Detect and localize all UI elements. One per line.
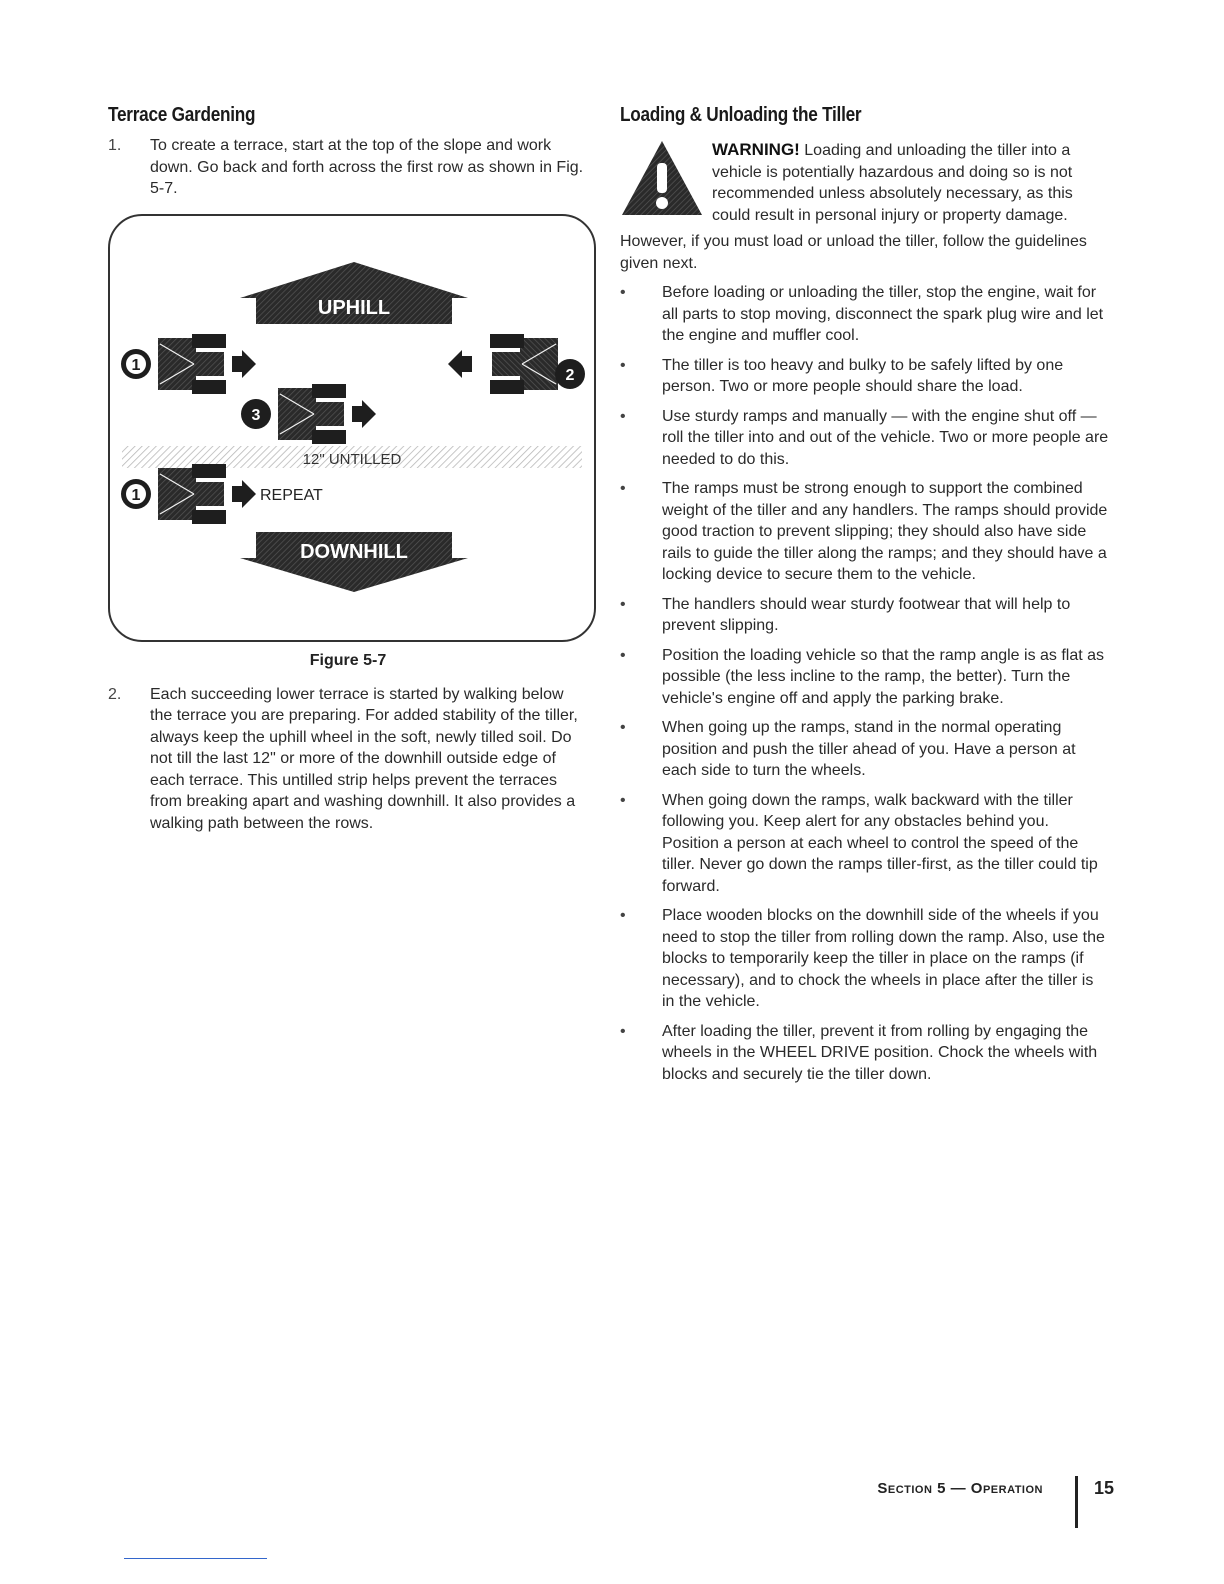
list-item-1 — [108, 135, 588, 200]
warning-triangle-icon — [620, 139, 704, 217]
bullet-icon: • — [620, 480, 626, 497]
list-item — [620, 645, 1110, 710]
bullet-icon: • — [620, 719, 626, 736]
bullet-icon: • — [620, 595, 626, 613]
untilled-label: 12" UNTILLED — [302, 450, 402, 468]
uphill-label: UPHILL — [317, 296, 391, 319]
bullet-text: Before loading or unloading the tiller, stop the engine, wait for all parts to stop moving, disconnect the spark plug wire and let the engine and muffler cool. — [662, 284, 1104, 344]
downhill-label: DOWNHILL — [300, 540, 408, 563]
list-item — [620, 717, 1110, 782]
figure-5-7 — [108, 214, 596, 642]
repeat-label: REPEAT — [260, 486, 323, 504]
bullet-text: Use sturdy ramps and manually — with the engine shut off — roll the tiller into and out of the vehicle. Two or more people are needed to do this. — [662, 407, 1109, 468]
bullet-icon: • — [620, 907, 626, 924]
bullet-text: After loading the tiller, prevent it from rolling by engaging the wheels in the WHEEL DRIVE position. Chock the wheels with blocks and securely tie the tiller down. — [662, 1022, 1098, 1083]
list-item — [620, 355, 1110, 398]
link-underline — [124, 1558, 267, 1559]
left-column — [108, 104, 588, 834]
step-1-number: 1 — [131, 356, 141, 374]
tiller-icon — [158, 464, 226, 524]
tiller-icon — [490, 334, 558, 394]
list-text: Each succeeding lower terrace is started by walking below the terrace you are preparing. For added stability of the tiller, always keep the uphill wheel in the soft, newly tilled soil. Do not till the last 12" or more of the downhill outside edge of each terrace. This untilled strip helps prevent the terraces from breaking apart and washing downhill. It also provides a walking path between the rows. — [150, 685, 578, 832]
bullet-text: When going down the ramps, walk backward with the tiller following you. Keep alert for any obstacles behind you. Position a person at each wheel to control the speed of the tiller. Never go down the ramps tiller-first, as the tiller could tip forward. — [662, 791, 1098, 895]
warning-text — [712, 139, 1112, 226]
terrace-diagram — [110, 216, 598, 644]
bullet-text: Position the loading vehicle so that the ramp angle is as flat as possible (the less incline to the ramp, the better). Turn the vehicle's engine off and apply the parking brake. — [662, 646, 1105, 707]
terrace-gardening-heading: Terrace Gardening — [108, 104, 256, 126]
figure-caption: Figure 5-7 — [309, 651, 387, 669]
bullet-icon: • — [620, 646, 626, 664]
list-item — [620, 282, 1110, 347]
list-number: 1. — [108, 137, 122, 154]
bullet-text: When going up the ramps, stand in the normal operating position and push the tiller ahead of you. Have a person at each side to turn the wheels. — [662, 719, 1076, 779]
list-number: 2. — [108, 685, 122, 703]
bullet-text: Place wooden blocks on the downhill side of the wheels if you need to stop the tiller from rolling down the ramp. Also, use the blocks to temporarily keep the tiller in place on the ramps (if necessary), and to chock the wheels in place after the tiller is in the vehicle. — [662, 907, 1105, 1010]
arrow-left-icon — [448, 350, 472, 378]
list-item — [620, 1021, 1110, 1086]
list-item — [620, 905, 1110, 1013]
intro-paragraph: However, if you must load or unload the tiller, follow the guidelines given next. — [620, 233, 1087, 272]
list-text: To create a terrace, start at the top of the slope and work down. Go back and forth across the first row as shown in Fig. 5-7. — [150, 137, 584, 197]
list-item — [620, 478, 1110, 586]
bullet-icon: • — [620, 407, 626, 425]
guidelines-list — [620, 282, 1110, 1085]
bullet-text: The handlers should wear sturdy footwear that will help to prevent slipping. — [662, 595, 1071, 634]
arrow-right-icon — [232, 480, 256, 508]
bullet-icon: • — [620, 1022, 626, 1040]
right-column — [620, 104, 1110, 1093]
tiller-icon — [158, 334, 226, 394]
section-title: Section 5 — Operation — [877, 1480, 1043, 1497]
warning-body: Loading and unloading the tiller into a vehicle is potentially hazardous and doing so is not recommended unless absolutely necessary, as this could result in personal injury or property damage. — [712, 142, 1073, 224]
footer-divider — [1075, 1476, 1078, 1528]
page-footer — [877, 1476, 1114, 1526]
loading-unloading-heading: Loading & Unloading the Tiller — [620, 104, 862, 126]
warning-block — [620, 139, 1110, 224]
tiller-icon — [278, 384, 346, 444]
step-1-repeat-number: 1 — [131, 486, 141, 504]
bullet-text: The ramps must be strong enough to support the combined weight of the tiller and any handlers. The ramps should provide good traction to prevent slipping; they should also have side rails to guide the tiller along the ramps; and they should have a locking device to secure them to the vehicle. — [662, 480, 1108, 583]
warning-word: WARNING! — [712, 140, 800, 159]
step-3-number: 3 — [251, 406, 261, 424]
list-item — [620, 790, 1110, 898]
list-item — [620, 594, 1110, 637]
list-item — [620, 406, 1110, 471]
bullet-icon: • — [620, 791, 626, 809]
bullet-text: The tiller is too heavy and bulky to be safely lifted by one person. Two or more people should share the load. — [662, 356, 1064, 395]
bullet-icon: • — [620, 356, 626, 374]
arrow-right-icon — [232, 350, 256, 378]
page-number: 15 — [1093, 1478, 1114, 1498]
step-2-number: 2 — [565, 366, 575, 384]
list-item-2 — [108, 684, 588, 835]
bullet-icon: • — [620, 284, 626, 301]
arrow-right-icon — [352, 400, 376, 428]
